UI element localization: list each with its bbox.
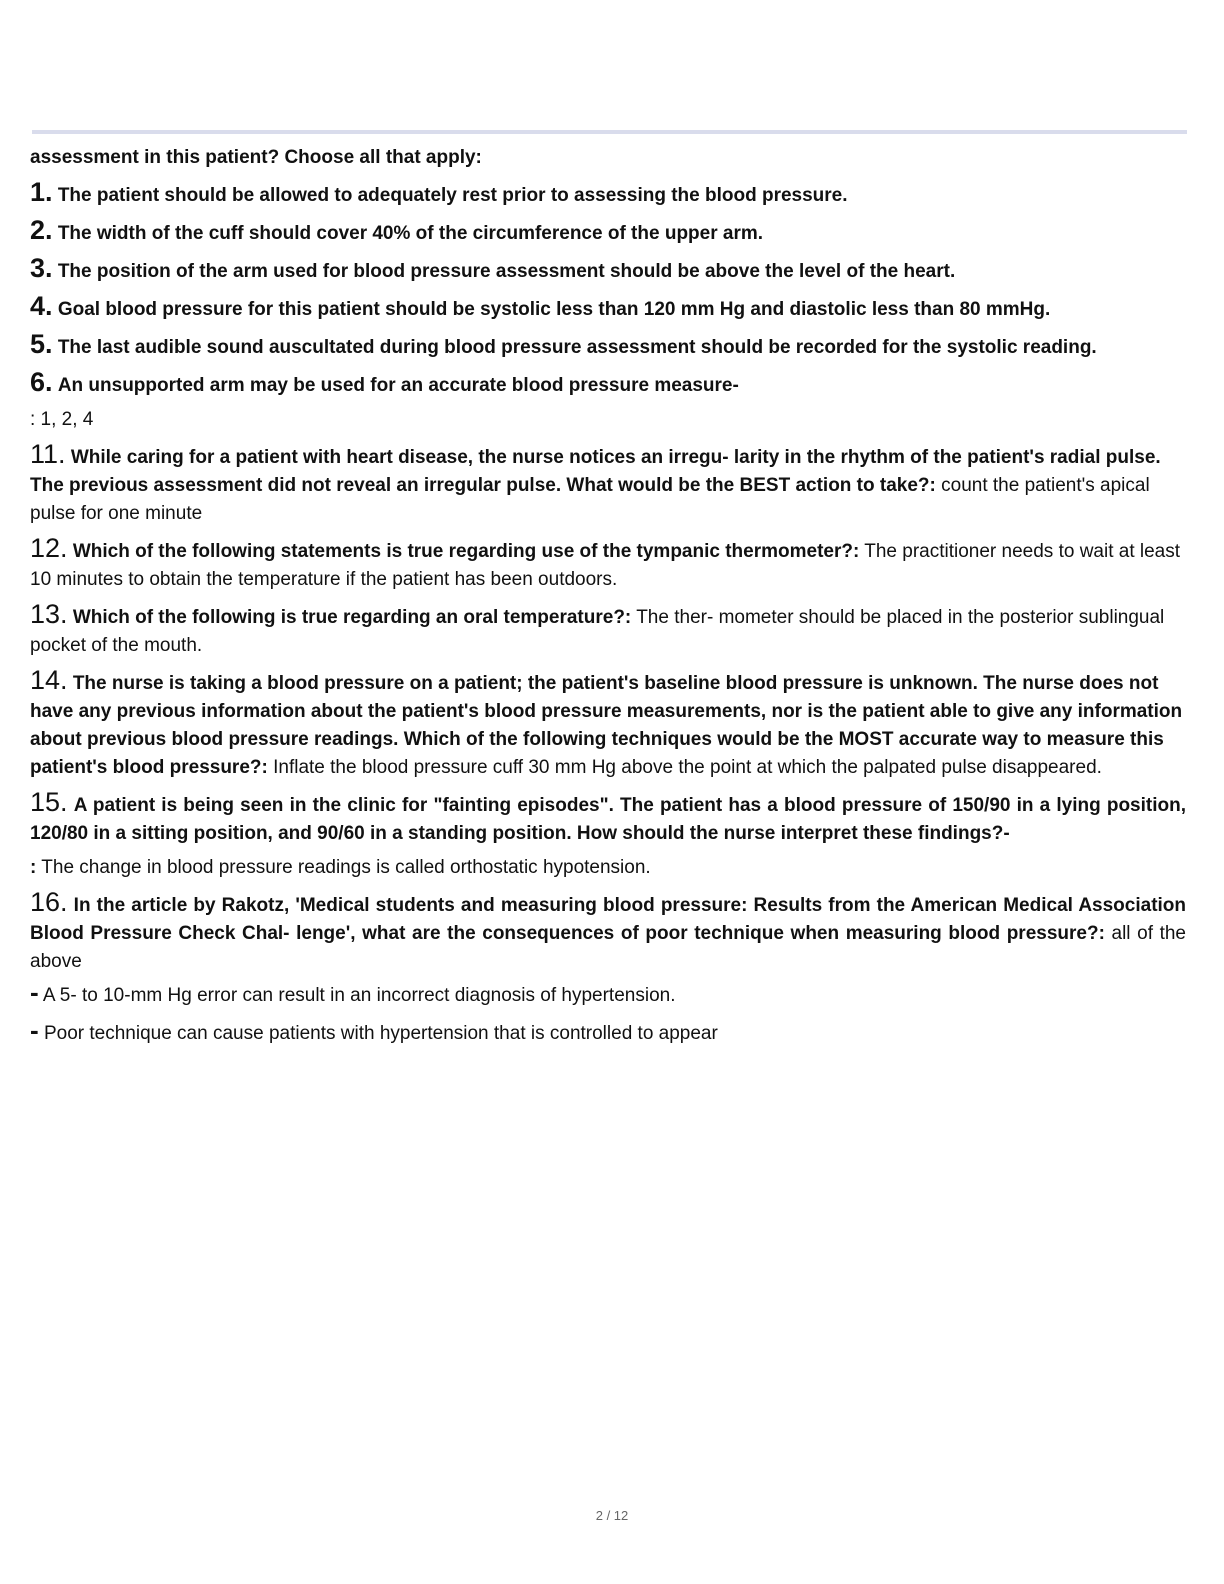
document-body bbox=[30, 144, 1186, 1054]
dash-icon: - bbox=[30, 977, 39, 1007]
question-12 bbox=[30, 534, 1186, 594]
question-11 bbox=[30, 440, 1186, 528]
question-number: 12. bbox=[30, 533, 68, 563]
header-divider bbox=[32, 130, 1187, 134]
option-text: The patient should be allowed to adequately rest prior to assessing the blood pressure. bbox=[57, 185, 848, 206]
answer-text: count the patient's apical pulse for one minute bbox=[30, 475, 1150, 524]
option-6 bbox=[30, 368, 1186, 400]
option-text: An unsupported arm may be used for an accurate blood pressure measure- bbox=[57, 375, 739, 396]
option-text: The last audible sound auscultated during blood pressure assessment should be recorded for the systolic reading. bbox=[57, 337, 1097, 358]
option-5 bbox=[30, 330, 1186, 362]
option-number: 3. bbox=[30, 253, 53, 283]
answer-text: The practitioner needs to wait at least 10 minutes to obtain the temperature if the patient has been outdoors. bbox=[30, 541, 1181, 590]
question-16 bbox=[30, 888, 1186, 976]
question-number: 15. bbox=[30, 787, 68, 817]
answer-text: The change in blood pressure readings is called orthostatic hypotension. bbox=[41, 857, 651, 878]
page-number: 2 / 12 bbox=[595, 1508, 629, 1523]
answer-text: Inflate the blood pressure cuff 30 mm Hg above the point at which the palpated pulse disappeared. bbox=[273, 757, 1102, 778]
question-intro: assessment in this patient? Choose all that apply: bbox=[30, 147, 482, 168]
question-text: A patient is being seen in the clinic for "fainting episodes". The patient has a blood pressure of 150/90 in a lying position, 120/80 in a sitting position, and 90/60 in a standing position. How should the nurse interpret these findings?- bbox=[30, 795, 1186, 844]
bullet-item bbox=[30, 978, 1186, 1010]
answer-text: all of the above bbox=[30, 923, 1186, 972]
question-number: 13. bbox=[30, 599, 68, 629]
option-1 bbox=[30, 178, 1186, 210]
bullet-text: A 5- to 10-mm Hg error can result in an incorrect diagnosis of hypertension. bbox=[42, 985, 676, 1006]
option-2 bbox=[30, 216, 1186, 248]
dash-icon: - bbox=[30, 1015, 39, 1045]
question-text: Which of the following is true regarding an oral temperature?: bbox=[72, 607, 632, 628]
question-13 bbox=[30, 600, 1186, 660]
answer-10: : 1, 2, 4 bbox=[30, 409, 94, 430]
question-text: While caring for a patient with heart disease, the nurse notices an irregu- larity in the rhythm of the patient's radial pulse. The previous assessment did not reveal an irregular pulse. What would be the BEST action to take?: bbox=[30, 447, 1161, 496]
question-text: Which of the following statements is true regarding use of the tympanic thermometer?: bbox=[72, 541, 860, 562]
option-text: Goal blood pressure for this patient should be systolic less than 120 mm Hg and diastolic less than 80 mmHg. bbox=[57, 299, 1051, 320]
option-4 bbox=[30, 292, 1186, 324]
option-3 bbox=[30, 254, 1186, 286]
question-14 bbox=[30, 666, 1186, 782]
answer-15 bbox=[30, 854, 1186, 882]
question-number: 14. bbox=[30, 665, 68, 695]
question-text: The nurse is taking a blood pressure on a patient; the patient's baseline blood pressure is unknown. The nurse does not have any previous information about the patient's blood pressure measurements, nor is the patient able to give any information about previous blood pressure readings. Which of the following techniques would be the MOST accurate way to measure this patient's blood pressure?: bbox=[30, 673, 1183, 778]
bullet-item bbox=[30, 1016, 1186, 1048]
question-number: 11. bbox=[30, 439, 66, 469]
option-number: 4. bbox=[30, 291, 53, 321]
answer-text: The ther- mometer should be placed in the posterior sublingual pocket of the mouth. bbox=[30, 607, 1165, 656]
answer-prefix: : bbox=[30, 857, 37, 878]
bullet-text: Poor technique can cause patients with hypertension that is controlled to appear bbox=[43, 1023, 718, 1044]
question-text: In the article by Rakotz, 'Medical students and measuring blood pressure: Results from the American Medical Association Blood Pressure Check Chal- lenge', what are the consequences of poor technique when measuring blood pressure?: bbox=[30, 895, 1187, 944]
option-number: 2. bbox=[30, 215, 53, 245]
option-text: The width of the cuff should cover 40% of the circumference of the upper arm. bbox=[57, 223, 764, 244]
option-number: 5. bbox=[30, 329, 53, 359]
option-text: The position of the arm used for blood pressure assessment should be above the level of the heart. bbox=[57, 261, 956, 282]
option-number: 1. bbox=[30, 177, 53, 207]
question-15 bbox=[30, 788, 1186, 848]
option-number: 6. bbox=[30, 367, 53, 397]
question-number: 16. bbox=[30, 887, 68, 917]
